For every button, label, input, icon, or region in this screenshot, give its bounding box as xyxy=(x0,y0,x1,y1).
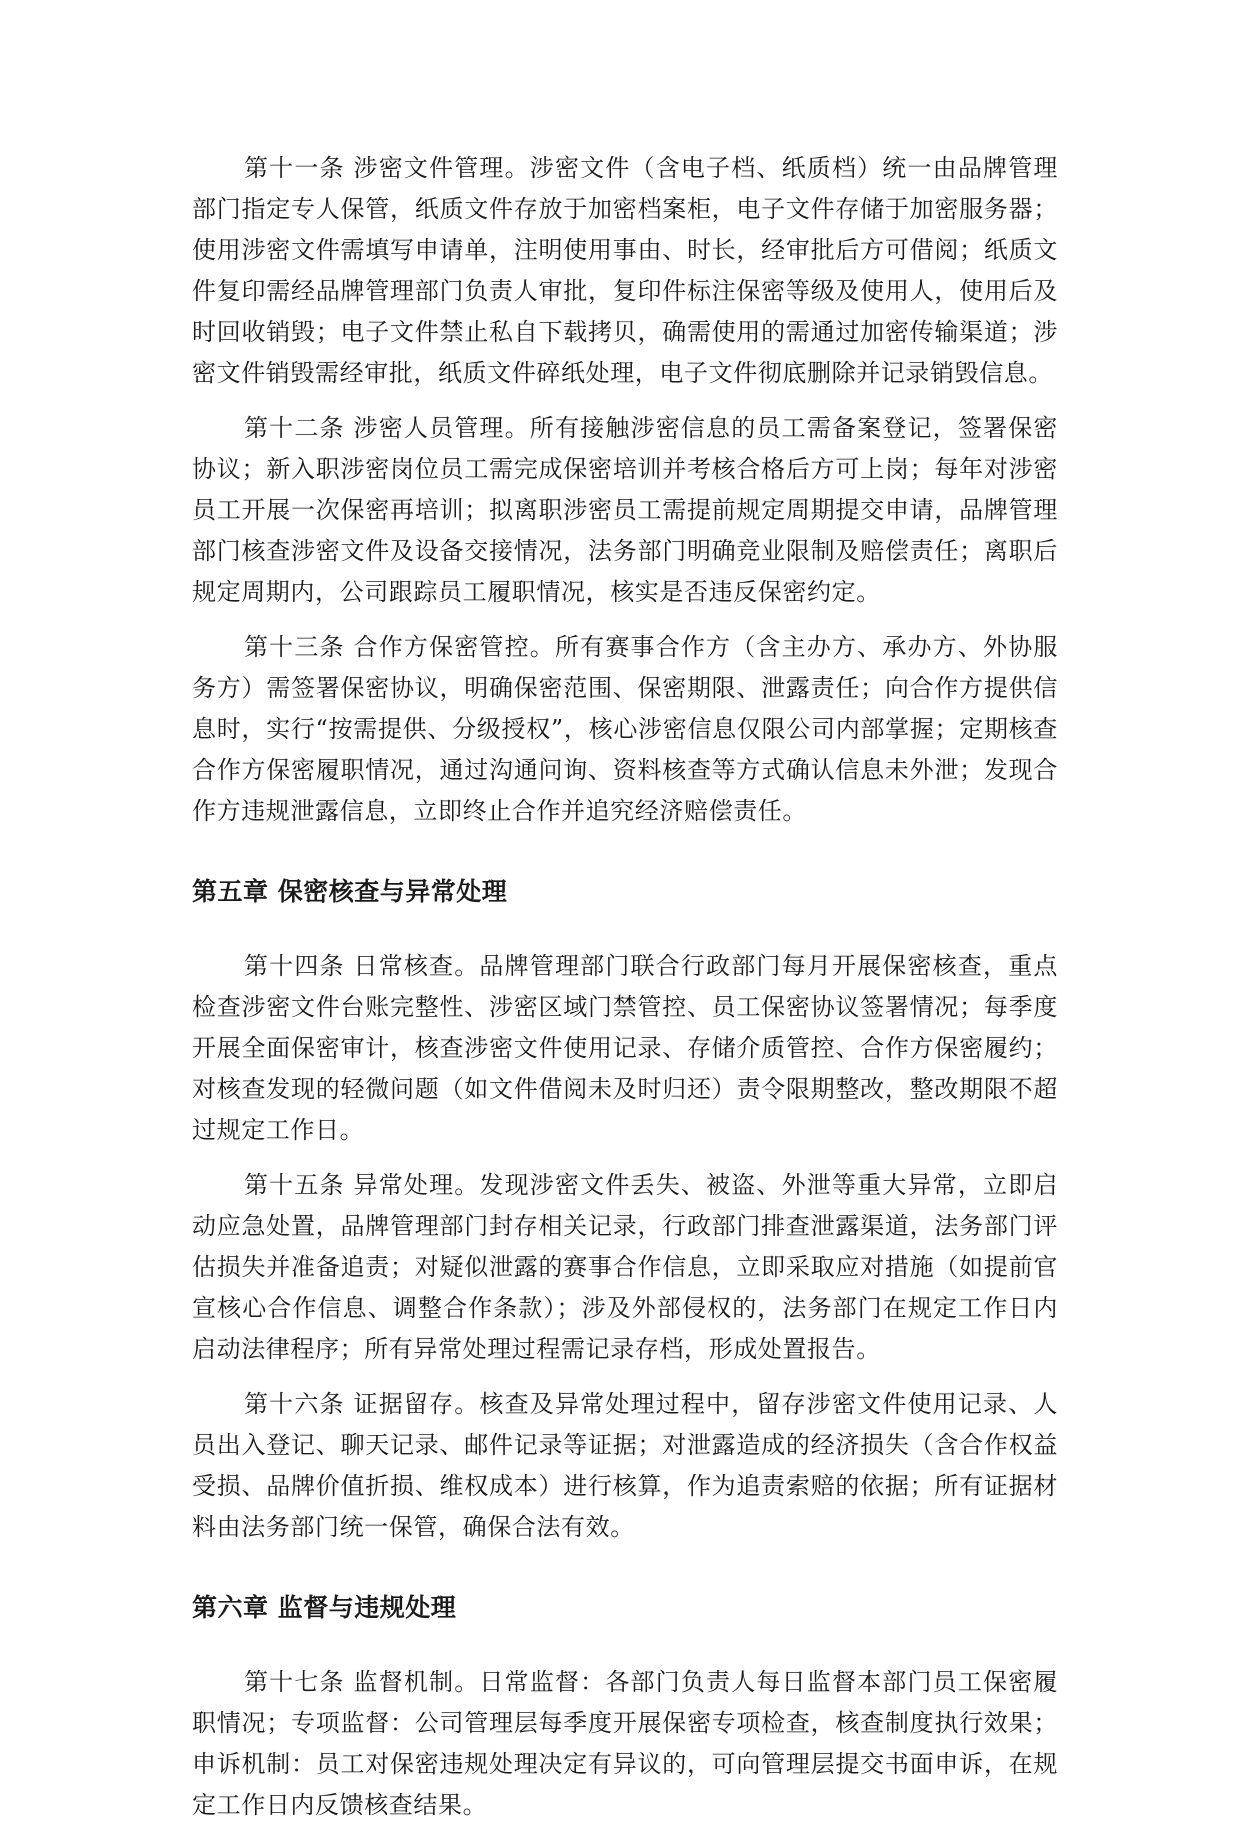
article-14: 第十四条 日常核查。品牌管理部门联合行政部门每月开展保密核查，重点检查涉密文件台账完整性、涉密区域门禁管控、员工保密协议签署情况；每季度开展全面保密审计，核查涉密文件使用记录、存储介质管控、合作方保密履约；对核查发现的轻微问题（如文件借阅未及时归还）责令限期整改，整改期限不超过规定工作日。 xyxy=(192,952,1058,1144)
article-15: 第十五条 异常处理。发现涉密文件丢失、被盗、外泄等重大异常，立即启动应急处置，品牌管理部门封存相关记录，行政部门排查泄露渠道，法务部门评估损失并准备追责；对疑似泄露的赛事合作信息，立即采取应对措施（如提前官宣核心合作信息、调整合作条款）；涉及外部侵权的，法务部门在规定工作日内启动法律程序；所有异常处理过程需记录存档，形成处置报告。 xyxy=(192,1171,1058,1363)
chapter-5-heading: 第五章 保密核查与异常处理 xyxy=(192,877,508,906)
article-11: 第十一条 涉密文件管理。涉密文件（含电子档、纸质档）统一由品牌管理部门指定专人保管，纸质文件存放于加密档案柜，电子文件存储于加密服务器；使用涉密文件需填写申请单，注明使用事由、时长，经审批后方可借阅；纸质文件复印需经品牌管理部门负责人审批，复印件标注保密等级及使用人，使用后及时回收销毁；电子文件禁止私自下载拷贝，确需使用的需通过加密传输渠道；涉密文件销毁需经审批，纸质文件碎纸处理，电子文件彻底删除并记录销毁信息。 xyxy=(192,154,1058,387)
article-12: 第十二条 涉密人员管理。所有接触涉密信息的员工需备案登记，签署保密协议；新入职涉密岗位员工需完成保密培训并考核合格后方可上岗；每年对涉密员工开展一次保密再培训；拟离职涉密员工需提前规定周期提交申请，品牌管理部门核查涉密文件及设备交接情况，法务部门明确竞业限制及赔偿责任；离职后规定周期内，公司跟踪员工履职情况，核实是否违反保密约定。 xyxy=(192,414,1058,606)
chapter-6-heading: 第六章 监督与违规处理 xyxy=(192,1593,457,1622)
article-16: 第十六条 证据留存。核查及异常处理过程中，留存涉密文件使用记录、人员出入登记、聊天记录、邮件记录等证据；对泄露造成的经济损失（含合作权益受损、品牌价值折损、维权成本）进行核算，作为追责索赔的依据；所有证据材料由法务部门统一保管，确保合法有效。 xyxy=(192,1390,1058,1541)
article-13: 第十三条 合作方保密管控。所有赛事合作方（含主办方、承办方、外协服务方）需签署保密协议，明确保密范围、保密期限、泄露责任；向合作方提供信息时，实行“按需提供、分级授权”，核心涉密信息仅限公司内部掌握；定期核查合作方保密履职情况，通过沟通问询、资料核查等方式确认信息未外泄；发现合作方违规泄露信息，立即终止合作并追究经济赔偿责任。 xyxy=(192,633,1058,825)
document-page xyxy=(192,148,1058,1840)
article-17: 第十七条 监督机制。日常监督：各部门负责人每日监督本部门员工保密履职情况；专项监督：公司管理层每季度开展保密专项检查，核查制度执行效果；申诉机制：员工对保密违规处理决定有异议的，可向管理层提交书面申诉，在规定工作日内反馈核查结果。 xyxy=(192,1668,1058,1819)
